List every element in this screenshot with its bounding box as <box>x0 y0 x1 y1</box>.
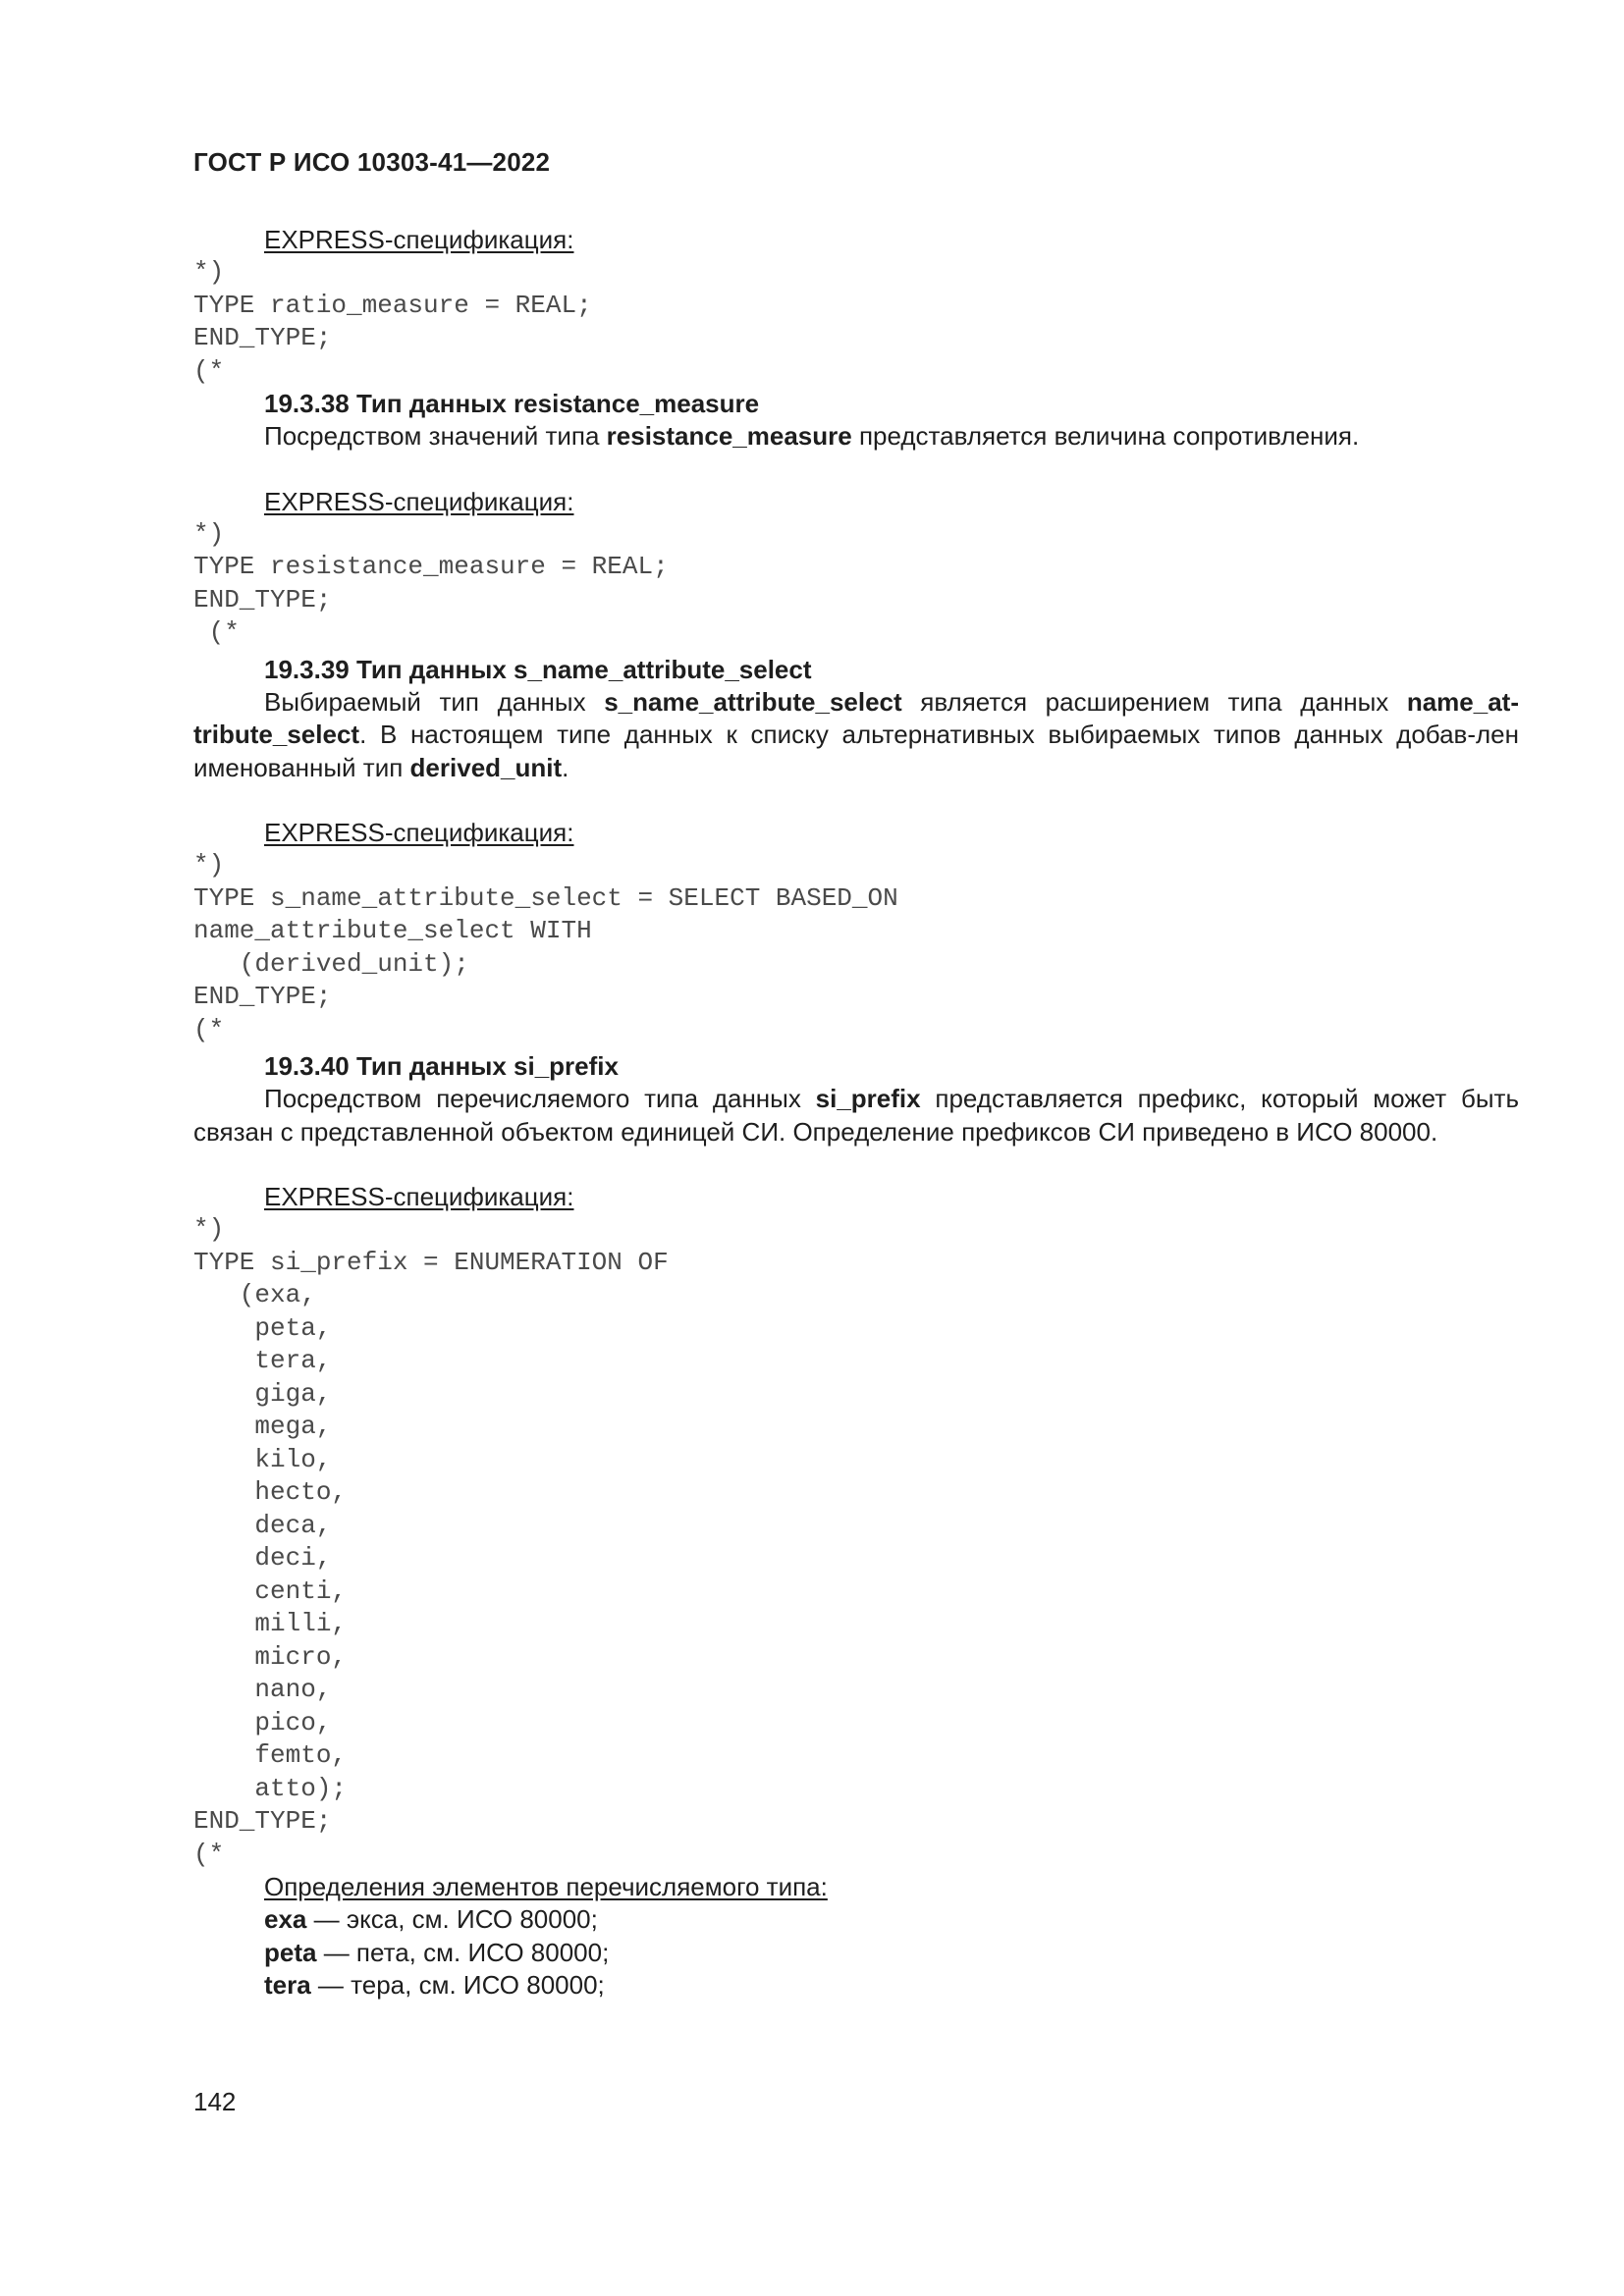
section-heading-19-3-40: 19.3.40 Тип данных si_prefix <box>264 1051 619 1081</box>
section-paragraph-19-3-38: Посредством значений типа resistance_measure представляется величина сопротивления. <box>264 421 1360 451</box>
section-heading-19-3-38: 19.3.38 Тип данных resistance_measure <box>264 389 760 418</box>
code-block-si-prefix: *) TYPE si_prefix = ENUMERATION OF (exa, peta, tera, giga, mega, kilo, hecto, deca, deci, centi, milli, micro, nano, pico, femto, atto); END_TYPE; (* <box>193 1214 669 1869</box>
definition-item: peta — пета, см. ИСО 80000; <box>264 1937 610 1967</box>
definition-item: tera — тера, см. ИСО 80000; <box>264 1970 605 2000</box>
code-block-ratio-measure: *) TYPE ratio_measure = REAL; END_TYPE; (* <box>193 257 592 386</box>
section-heading-19-3-39: 19.3.39 Тип данных s_name_attribute_select <box>264 654 812 684</box>
express-label: EXPRESS-спецификация: <box>264 486 574 516</box>
express-label: EXPRESS-спецификация: <box>264 818 574 847</box>
definition-item: exa — экса, см. ИСО 80000; <box>264 1904 598 1934</box>
code-block-resistance-measure: *) TYPE resistance_measure = REAL; END_TYPE; (* <box>193 518 669 647</box>
express-label: EXPRESS-спецификация: <box>264 225 574 254</box>
section-paragraph-19-3-40: Посредством перечисляемого типа данных si_prefix представляется префикс, который может быть связан с представленной объектом единицей СИ. Определение префиксов СИ приведено в ИСО 80000. <box>193 1084 1519 1147</box>
code-block-s-name-attribute-select: *) TYPE s_name_attribute_select = SELECT BASED_ON name_attribute_select WITH (derived_unit); END_TYPE; (* <box>193 850 898 1044</box>
definitions-label: Определения элементов перечисляемого типа: <box>264 1872 828 1901</box>
express-label: EXPRESS-спецификация: <box>264 1182 574 1211</box>
page-number: 142 <box>193 2087 237 2116</box>
page-header: ГОСТ Р ИСО 10303-41—2022 <box>193 147 551 177</box>
section-paragraph-19-3-39: Выбираемый тип данных s_name_attribute_select является расширением типа данных name_at-tribute_select. В настоящем типе данных к списку альтернативных выбираемых типов данных добав-лен именованный тип derived_unit. <box>193 686 1519 782</box>
page-content <box>193 224 1519 2002</box>
